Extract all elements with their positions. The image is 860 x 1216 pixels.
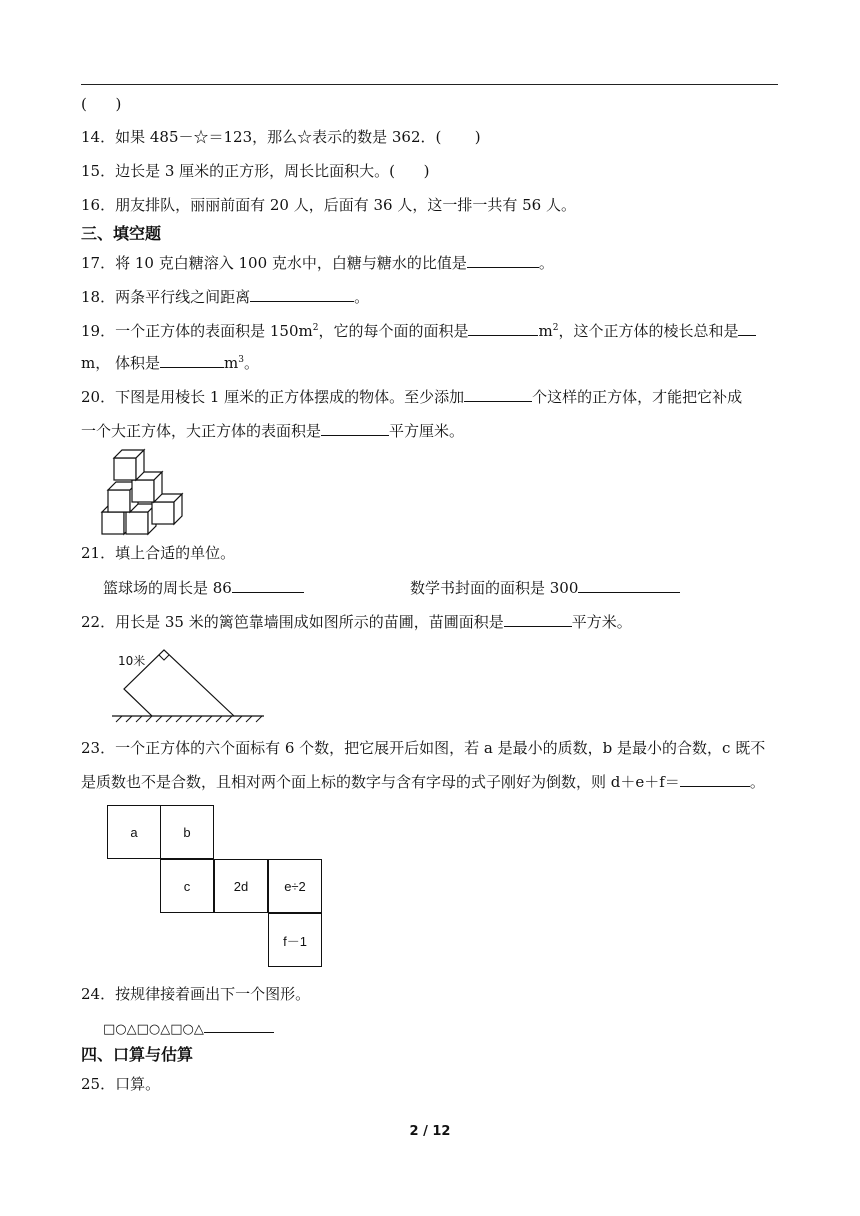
q19-text-d: ，这个正方体的棱长总和是 bbox=[558, 322, 739, 340]
net-cell-a: a bbox=[107, 805, 161, 859]
question-16: 16．朋友排队，丽丽前面有 20 人，后面有 36 人，这一排一共有 56 人。 bbox=[81, 196, 576, 214]
question-20-line2 bbox=[81, 421, 464, 441]
q19-text-a: 19．一个正方体的表面积是 150m bbox=[81, 322, 313, 340]
question-22 bbox=[81, 612, 632, 632]
question-24-sequence bbox=[103, 1018, 274, 1040]
cube-net-figure bbox=[107, 805, 323, 969]
q19-blank-2[interactable] bbox=[738, 321, 756, 336]
q23-text: 是质数也不是合数，且相对两个面上标的数字与含有字母的式子刚好为倒数，则 d＋e＋f＝ bbox=[81, 773, 680, 791]
q23-blank[interactable] bbox=[680, 772, 750, 787]
q24-blank[interactable] bbox=[204, 1018, 274, 1033]
q17-text: 17．将 10 克白糖溶入 100 克水中，白糖与糖水的比值是 bbox=[81, 254, 467, 272]
question-18 bbox=[81, 287, 369, 307]
page-number: 2 / 12 bbox=[409, 1124, 451, 1139]
q18-blank[interactable] bbox=[250, 287, 354, 302]
q20-text-c: 一个大正方体，大正方体的表面积是 bbox=[81, 422, 322, 440]
q19-text-f: m bbox=[224, 354, 239, 372]
question-21-part-b bbox=[410, 578, 680, 598]
question-19-line2 bbox=[81, 353, 259, 373]
net-cell-2d: 2d bbox=[214, 859, 268, 913]
question-17 bbox=[81, 253, 554, 273]
net-cell-b: b bbox=[160, 805, 214, 859]
q19-blank-3[interactable] bbox=[160, 353, 224, 368]
question-21: 21．填上合适的单位。 bbox=[81, 544, 236, 562]
q22-blank[interactable] bbox=[504, 612, 572, 627]
q22-end: 平方米。 bbox=[571, 613, 632, 631]
question-21-part-a bbox=[103, 578, 304, 598]
question-19-line1 bbox=[81, 321, 756, 341]
q19-text-c: m bbox=[538, 322, 553, 340]
q19-blank-1[interactable] bbox=[468, 321, 538, 336]
question-15: 15．边长是 3 厘米的正方形，周长比面积大。( ) bbox=[81, 162, 430, 180]
net-cell-f-minus-1: f－1 bbox=[268, 913, 322, 967]
q20-text-b: 个这样的正方体，才能把它补成 bbox=[532, 388, 743, 406]
question-14: 14．如果 485－☆＝123，那么☆表示的数是 362．( ) bbox=[81, 128, 481, 146]
q21a-text: 篮球场的周长是 86 bbox=[103, 579, 232, 597]
q19-sup-2: 2 bbox=[552, 323, 559, 333]
q17-blank[interactable] bbox=[467, 253, 539, 268]
net-cell-e-div-2: e÷2 bbox=[268, 859, 322, 913]
q20-blank-1[interactable] bbox=[464, 387, 532, 402]
q19-text-g: 。 bbox=[243, 354, 259, 372]
q21a-blank[interactable] bbox=[232, 578, 304, 593]
q22-text: 22．用长是 35 米的篱笆靠墙围成如图所示的苗圃，苗圃面积是 bbox=[81, 613, 504, 631]
q19-sup-3: 3 bbox=[238, 355, 244, 365]
q13-continuation: ( ) bbox=[81, 95, 122, 113]
net-cell-c: c bbox=[160, 859, 214, 913]
q21b-text: 数学书封面的面积是 300 bbox=[410, 579, 579, 597]
cube-stack-figure bbox=[98, 446, 198, 538]
q20-text-d: 平方厘米。 bbox=[389, 422, 465, 440]
q23-end: 。 bbox=[749, 773, 765, 791]
question-20-line1 bbox=[81, 387, 742, 407]
q18-end: 。 bbox=[354, 288, 370, 306]
header-rule bbox=[81, 84, 778, 85]
question-23-line1: 23．一个正方体的六个面标有 6 个数，把它展开后如图，若 a 是最小的质数，b 是最小的合数，c 既不 bbox=[81, 739, 766, 757]
cube-top bbox=[114, 450, 144, 480]
q19-text-e: m， 体积是 bbox=[81, 354, 160, 372]
q19-text-b: ，它的每个面的面积是 bbox=[318, 322, 469, 340]
question-25: 25．口算。 bbox=[81, 1075, 161, 1093]
section-4-heading: 四、口算与估算 bbox=[81, 1045, 194, 1064]
q19-sup: 2 bbox=[312, 323, 319, 333]
section-3-heading: 三、填空题 bbox=[81, 224, 162, 243]
fence-length-label: 10米 bbox=[118, 654, 146, 668]
q20-blank-2[interactable] bbox=[321, 421, 389, 436]
q18-text: 18．两条平行线之间距离 bbox=[81, 288, 251, 306]
q20-text-a: 20．下图是用棱长 1 厘米的正方体摆成的物体。至少添加 bbox=[81, 388, 465, 406]
q21b-blank[interactable] bbox=[578, 578, 680, 593]
nursery-figure bbox=[110, 644, 266, 724]
question-23-line2 bbox=[81, 772, 765, 792]
question-24: 24．按规律接着画出下一个图形。 bbox=[81, 985, 311, 1003]
q17-end: 。 bbox=[538, 254, 554, 272]
shape-sequence: □○△□○△□○△ bbox=[103, 1022, 204, 1037]
